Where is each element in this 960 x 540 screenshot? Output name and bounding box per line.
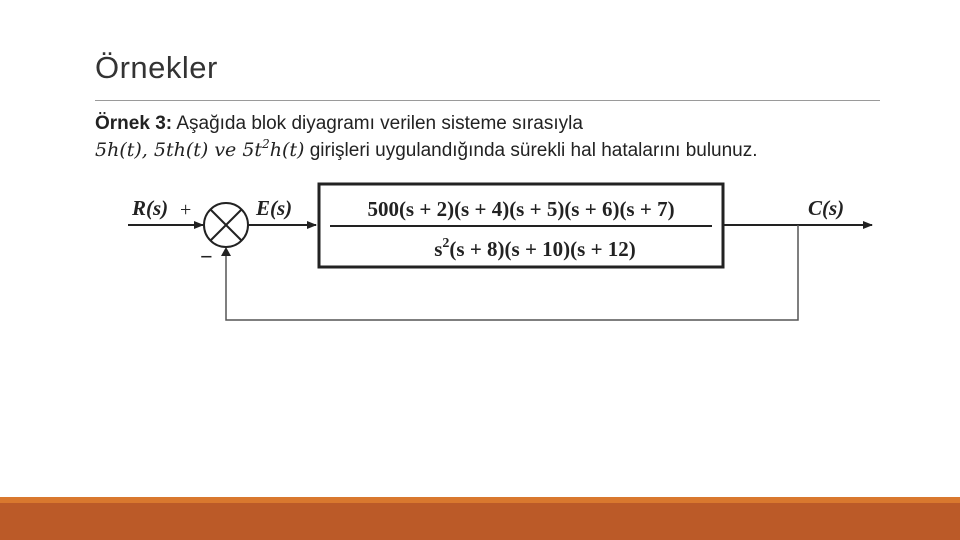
denominator xyxy=(434,236,636,261)
problem-instruction-text: girişleri uygulandığında sürekli hal hatalarını bulunuz. xyxy=(304,140,758,161)
problem-intro-text: Aşağıda blok diyagramı verilen sisteme sırasıyla xyxy=(172,113,583,134)
plus-sign: + xyxy=(180,199,192,221)
denominator-base: s xyxy=(434,237,443,261)
input-label: R(s) xyxy=(132,196,169,220)
footer-bar xyxy=(0,497,960,540)
footer-accent-strip xyxy=(0,497,960,503)
denominator-exponent: 2 xyxy=(442,236,450,251)
feedback-arrowhead xyxy=(221,247,231,256)
page-title: Örnekler xyxy=(95,50,218,85)
denominator-factors: (s + 8)(s + 10)(s + 12) xyxy=(449,237,636,261)
input-functions-exponent: 2 xyxy=(262,137,270,151)
input-functions-part-b: h(t) xyxy=(269,139,305,161)
input-functions-part-a: 5h(t), 5th(t) ve 5t xyxy=(95,139,263,161)
error-label: E(s) xyxy=(256,196,293,220)
output-label: C(s) xyxy=(808,196,845,220)
numerator: 500(s + 2)(s + 4)(s + 5)(s + 6)(s + 7) xyxy=(367,197,675,221)
example-label: Örnek 3: xyxy=(95,113,173,134)
minus-sign: − xyxy=(200,244,213,269)
summing-junction xyxy=(204,203,248,247)
